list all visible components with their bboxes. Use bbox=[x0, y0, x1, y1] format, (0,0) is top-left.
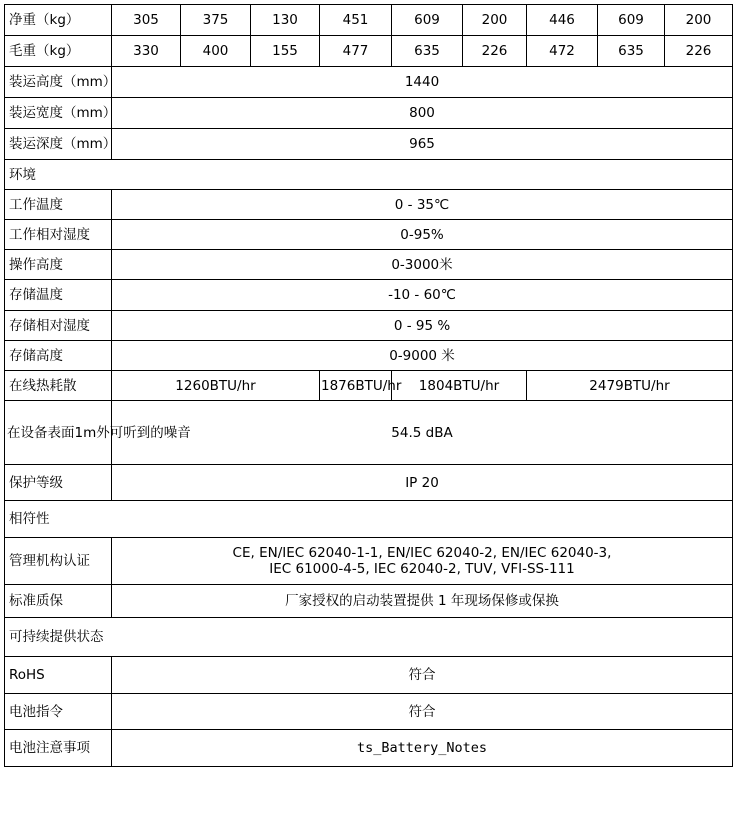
cell-value: 54.5 dBA bbox=[112, 401, 733, 465]
cell-value: 130 bbox=[251, 5, 320, 36]
cell-value: 635 bbox=[392, 36, 463, 67]
section-row-compliance bbox=[5, 501, 733, 538]
cell-value: 226 bbox=[463, 36, 527, 67]
cell-value: 609 bbox=[598, 5, 665, 36]
row-label: 在线热耗散 bbox=[5, 371, 112, 401]
cell-value: 375 bbox=[181, 5, 251, 36]
row-label: 存储相对湿度 bbox=[5, 311, 112, 341]
section-row-sustainability bbox=[5, 618, 733, 657]
table-row-heat-dissipation bbox=[5, 371, 733, 401]
approvals-line-1: CE, EN/IEC 62040-1-1, EN/IEC 62040-2, EN/IEC 62040-3, bbox=[232, 545, 612, 561]
cell-value: 1876BTU/hr bbox=[320, 371, 392, 401]
row-label: 存储高度 bbox=[5, 341, 112, 371]
table-row-storage-humidity bbox=[5, 311, 733, 341]
row-label: 标准质保 bbox=[5, 585, 112, 618]
row-label: 装运宽度（mm） bbox=[5, 98, 112, 129]
cell-value: 200 bbox=[665, 5, 733, 36]
row-label: 工作相对湿度 bbox=[5, 220, 112, 250]
cell-value: -10 - 60℃ bbox=[112, 280, 733, 311]
cell-value: 符合 bbox=[112, 694, 733, 730]
cell-value: 0 - 95 % bbox=[112, 311, 733, 341]
cell-value bbox=[112, 538, 733, 585]
section-heading: 相符性 bbox=[5, 501, 733, 538]
row-label: 保护等级 bbox=[5, 465, 112, 501]
cell-value: 0 - 35℃ bbox=[112, 190, 733, 220]
cell-value: 305 bbox=[112, 5, 181, 36]
section-heading: 环境 bbox=[5, 160, 733, 190]
cell-value: 200 bbox=[463, 5, 527, 36]
cell-value: IP 20 bbox=[112, 465, 733, 501]
table-row-gross-weight bbox=[5, 36, 733, 67]
cell-value: ts_Battery_Notes bbox=[112, 730, 733, 767]
table-row-protection-class bbox=[5, 465, 733, 501]
row-label: 毛重（kg） bbox=[5, 36, 112, 67]
cell-value: 0-9000 米 bbox=[112, 341, 733, 371]
table-row-rohs bbox=[5, 657, 733, 694]
row-label: 在设备表面1m外可听到的噪音 bbox=[5, 401, 112, 465]
cell-value: 0-3000米 bbox=[112, 250, 733, 280]
table-row-operating-humidity bbox=[5, 220, 733, 250]
table-row-operating-altitude bbox=[5, 250, 733, 280]
cell-value: 446 bbox=[527, 5, 598, 36]
row-label: 装运高度（mm） bbox=[5, 67, 112, 98]
table-row-noise bbox=[5, 401, 733, 465]
spec-table bbox=[4, 4, 733, 767]
cell-value: 厂家授权的启动装置提供 1 年现场保修或保换 bbox=[112, 585, 733, 618]
cell-value: 1260BTU/hr bbox=[112, 371, 320, 401]
cell-value: 451 bbox=[320, 5, 392, 36]
cell-value: 472 bbox=[527, 36, 598, 67]
section-row-environment bbox=[5, 160, 733, 190]
row-label: 存储温度 bbox=[5, 280, 112, 311]
table-row-battery-notes bbox=[5, 730, 733, 767]
table-row-shipping-depth bbox=[5, 129, 733, 160]
cell-value: 635 bbox=[598, 36, 665, 67]
cell-value: 1440 bbox=[112, 67, 733, 98]
row-label: 电池注意事项 bbox=[5, 730, 112, 767]
row-label: 管理机构认证 bbox=[5, 538, 112, 585]
table-row-storage-altitude bbox=[5, 341, 733, 371]
cell-value: 965 bbox=[112, 129, 733, 160]
table-row-operating-temp bbox=[5, 190, 733, 220]
table-row-approvals bbox=[5, 538, 733, 585]
cell-value: 609 bbox=[392, 5, 463, 36]
cell-value: 0-95% bbox=[112, 220, 733, 250]
table-row-battery-directive bbox=[5, 694, 733, 730]
row-label: 操作高度 bbox=[5, 250, 112, 280]
cell-value: 400 bbox=[181, 36, 251, 67]
table-row-net-weight bbox=[5, 5, 733, 36]
row-label: 净重（kg） bbox=[5, 5, 112, 36]
table-row-warranty bbox=[5, 585, 733, 618]
table-row-shipping-height bbox=[5, 67, 733, 98]
row-label: RoHS bbox=[5, 657, 112, 694]
row-label: 工作温度 bbox=[5, 190, 112, 220]
cell-value: 155 bbox=[251, 36, 320, 67]
cell-value: 226 bbox=[665, 36, 733, 67]
cell-value: 符合 bbox=[112, 657, 733, 694]
cell-value: 477 bbox=[320, 36, 392, 67]
cell-value: 330 bbox=[112, 36, 181, 67]
cell-value: 2479BTU/hr bbox=[527, 371, 733, 401]
table-row-shipping-width bbox=[5, 98, 733, 129]
section-heading: 可持续提供状态 bbox=[5, 618, 733, 657]
row-label: 电池指令 bbox=[5, 694, 112, 730]
row-label: 装运深度（mm） bbox=[5, 129, 112, 160]
approvals-line-2: IEC 61000-4-5, IEC 62040-2, TUV, VFI-SS-111 bbox=[269, 561, 575, 577]
cell-value: 1804BTU/hr bbox=[392, 371, 527, 401]
table-row-storage-temp bbox=[5, 280, 733, 311]
cell-value: 800 bbox=[112, 98, 733, 129]
